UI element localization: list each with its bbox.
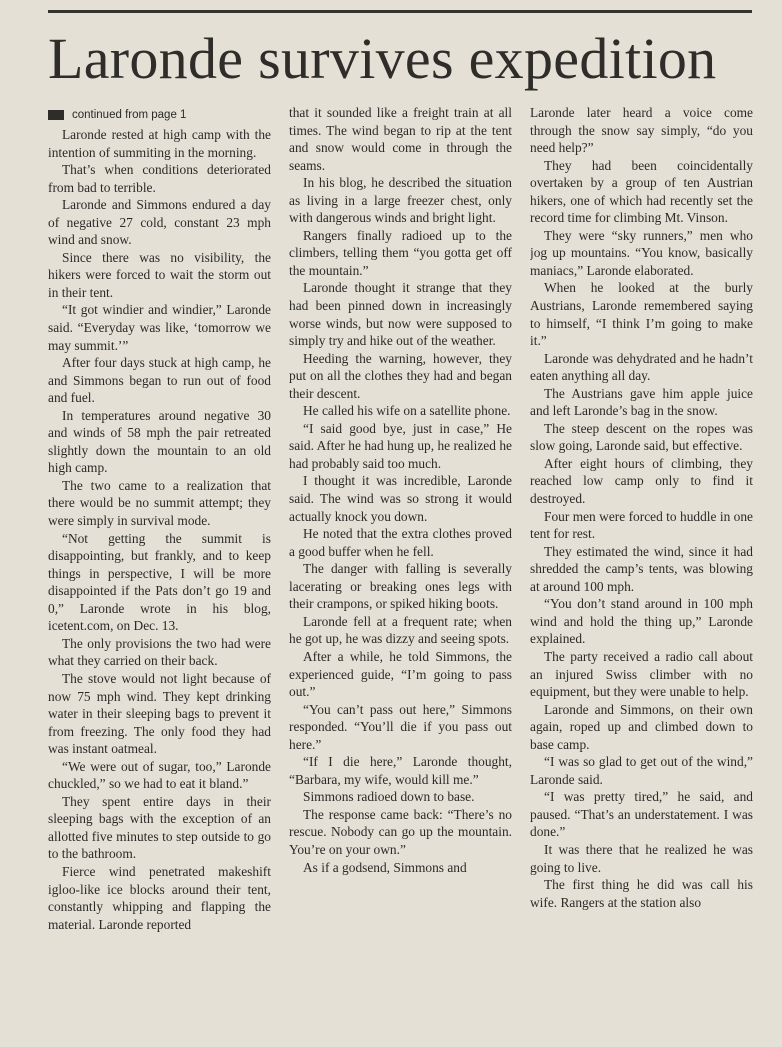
headline: Laronde survives expedition [48, 26, 717, 91]
paragraph: “Not getting the summit is disappointing, but frankly, and to keep things in perspective, I will be more disappointed if the Pats don’t go 19 and 0,” Laronde wrote in his blog, icetent.com, on Dec. 13. [48, 530, 271, 634]
paragraph: Laronde and Simmons endured a day of negative 27 cold, constant 23 mph wind and snow. [48, 197, 271, 248]
paragraph: Four men were forced to huddle in one tent for rest. [530, 508, 753, 542]
paragraph: As if a godsend, Simmons and [303, 859, 467, 875]
column-3 [530, 104, 753, 1040]
paragraph: In his blog, he described the situation as living in a large freezer chest, only with dangerous winds and bright light. [289, 175, 512, 226]
paragraph: The Austrians gave him apple juice and left Laronde’s bag in the snow. [530, 385, 753, 419]
paragraph: After eight hours of climbing, they reached low camp only to find it destroyed. [530, 455, 753, 507]
column-2 [289, 104, 512, 1040]
continued-text: continued from page 1 [72, 109, 187, 121]
paragraph: “I said good bye, just in case,” He said. After he had hung up, he realized he had probably said too much. [289, 420, 512, 471]
paragraph: Laronde later heard a voice come through the snow say simply, “do you need help?” [530, 105, 753, 156]
paragraph: The party received a radio call about an injured Swiss climber with no equipment, but they were unable to help. [530, 648, 753, 700]
article-body [48, 104, 754, 1040]
paragraph: They had been coincidentally overtaken by a group of ten Austrian hikers, one of which had recently set the record time for climbing Mt. Vinson. [530, 157, 753, 226]
paragraph: The response came back: “There’s no rescue. Nobody can go up the mountain. You’re on your own.” [289, 806, 512, 857]
paragraph: “You don’t stand around in 100 mph wind and hold the thing up,” Laronde explained. [530, 596, 753, 647]
paragraph: Heeding the warning, however, they put on all the clothes they had and began their descent. [289, 350, 512, 401]
paragraph: The first thing he did was call his wife. Rangers at the station also [530, 877, 753, 910]
paragraph: “I was pretty tired,” he said, and paused. “That’s an understatement. I was done.” [530, 789, 753, 840]
paragraph: “I was so glad to get out of the wind,” Laronde said. [530, 754, 753, 787]
paragraph: Laronde rested at high camp with the intention of summiting in the morning. [48, 127, 271, 160]
paragraph: that it sounded like a freight train at all times. The wind began to rip at the tent and snow would come in through the seams. [289, 105, 512, 173]
paragraph: He noted that the extra clothes proved a good buffer when he fell. [289, 526, 512, 559]
column-1 [48, 104, 271, 1040]
paragraph: Rangers finally radioed up to the climbers, telling them “you gotta get off the mountain.” [289, 227, 512, 278]
column-1-text [48, 126, 271, 933]
paragraph: They estimated the wind, since it had shredded the camp’s tents, was blowing at around 100 mph. [530, 543, 753, 594]
paragraph: It was there that he realized he was going to live. [530, 841, 753, 875]
paragraph: Simmons radioed down to base. [303, 789, 475, 805]
paragraph: The danger with falling is severally lacerating or breaking ones legs with their crampons, or spiked hiking boots. [289, 561, 512, 612]
paragraph: Fierce wind penetrated makeshift igloo-like ice blocks around their tent, constantly whipping and flapping the material. Laronde reported [48, 863, 271, 932]
continued-label [48, 104, 271, 126]
paragraph: Since there was no visibility, the hikers were forced to wait the storm out in their tent. [48, 249, 271, 300]
paragraph: In temperatures around negative 30 and winds of 58 mph the pair retreated slightly down the mountain to an old high camp. [48, 407, 271, 476]
paragraph: I thought it was incredible, Laronde said. The wind was so strong it would actually knock you down. [289, 473, 512, 524]
paragraph: They spent entire days in their sleeping bags with the exception of an allotted five minutes to step outside to go to the bathroom. [48, 793, 271, 862]
paragraph: He called his wife on a satellite phone. [303, 403, 511, 419]
paragraph: The only provisions the two had were what they carried on their back. [48, 635, 271, 669]
paragraph: “It got windier and windier,” Laronde said. “Everyday was like, ‘tomorrow we may summit.’” [48, 302, 271, 353]
paragraph: The two came to a realization that there would be no summit attempt; they were simply in survival mode. [48, 477, 271, 529]
paragraph: Laronde thought it strange that they had been pinned down in increasingly worse winds, but now were supposed to simply try and hike out of the weather. [289, 280, 512, 349]
paragraph: “If I die here,” Laronde thought, “Barbara, my wife, would kill me.” [289, 754, 512, 787]
paragraph: Laronde and Simmons, on their own again, roped up and climbed down to base camp. [530, 701, 753, 752]
top-rule [48, 10, 752, 13]
black-square-icon [48, 110, 64, 120]
paragraph: “We were out of sugar, too,” Laronde chuckled,” so we had to eat it bland.” [48, 758, 271, 792]
paragraph: The stove would not light because of now 75 mph wind. They kept drinking water in their sleeping bags to prevent it from freezing. The only food they had was instant oatmeal. [48, 670, 271, 757]
paragraph: That’s when conditions deteriorated from bad to terrible. [48, 162, 271, 195]
paragraph: After a while, he told Simmons, the experienced guide, “I’m going to pass out.” [289, 648, 512, 700]
column-2-text [289, 104, 512, 876]
paragraph: When he looked at the burly Austrians, Laronde remembered saying to himself, “I think I’m going to make it.” [530, 280, 753, 349]
paragraph: The steep descent on the ropes was slow going, Laronde said, but effective. [530, 420, 753, 454]
paragraph: Laronde was dehydrated and he hadn’t eaten anything all day. [530, 350, 753, 384]
column-3-text [530, 104, 753, 911]
paragraph: “You can’t pass out here,” Simmons responded. “You’ll die if you pass out here.” [289, 701, 512, 752]
paragraph: They were “sky runners,” men who jog up mountains. “You know, basically maniacs,” Laronde elaborated. [530, 227, 753, 278]
paragraph: After four days stuck at high camp, he and Simmons began to run out of food and fuel. [48, 355, 271, 406]
paragraph: Laronde fell at a frequent rate; when he got up, he was dizzy and seeing spots. [289, 613, 512, 647]
